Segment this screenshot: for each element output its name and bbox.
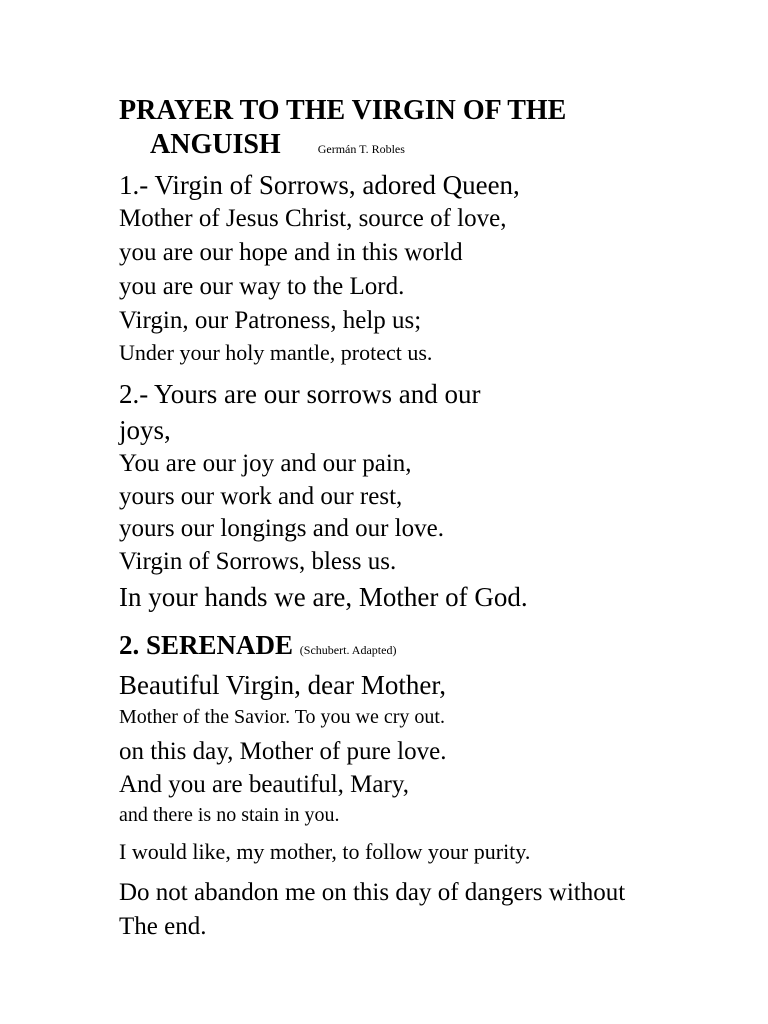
verse2-line: 2.- Yours are our sorrows and our — [119, 379, 481, 409]
section2-line: Mother of the Savior. To you we cry out. — [119, 706, 445, 728]
verse1-line: Virgin, our Patroness, help us; — [119, 307, 422, 334]
verse2-line: yours our longings and our love. — [119, 515, 444, 542]
section2-heading — [119, 632, 396, 659]
verse2-line: You are our joy and our pain, — [119, 450, 412, 477]
section2-line: I would like, my mother, to follow your purity. — [119, 839, 531, 864]
title-author-credit: Germán T. Robles — [317, 142, 405, 156]
verse2-line: yours our work and our rest, — [119, 483, 403, 510]
verse1-line: you are our way to the Lord. — [119, 273, 405, 300]
section2-line: on this day, Mother of pure love. — [119, 738, 447, 765]
verse2-line: In your hands we are, Mother of God. — [119, 582, 528, 612]
section2-heading-text: 2. SERENADE — [119, 630, 294, 660]
verse2-line: Virgin of Sorrows, bless us. — [119, 548, 397, 575]
verse1-line: you are our hope and in this world — [119, 239, 463, 266]
document-title-line-2 — [150, 131, 405, 159]
verse1-line: 1.- Virgin of Sorrows, adored Queen, — [119, 170, 520, 200]
verse2-line: joys, — [119, 415, 171, 445]
document-title-word: ANGUISH — [150, 129, 281, 160]
section2-line: The end. — [119, 913, 207, 940]
section2-credit: (Schubert. Adapted) — [299, 643, 397, 657]
section2-line: Do not abandon me on this day of dangers without — [119, 879, 626, 906]
document-title-line-1: PRAYER TO THE VIRGIN OF THE — [119, 95, 567, 126]
verse1-line: Under your holy mantle, protect us. — [119, 340, 433, 365]
verse1-line: Mother of Jesus Christ, source of love, — [119, 205, 507, 232]
section2-line: Beautiful Virgin, dear Mother, — [119, 670, 446, 700]
section2-line: And you are beautiful, Mary, — [119, 771, 409, 798]
section2-line: and there is no stain in you. — [119, 804, 340, 826]
